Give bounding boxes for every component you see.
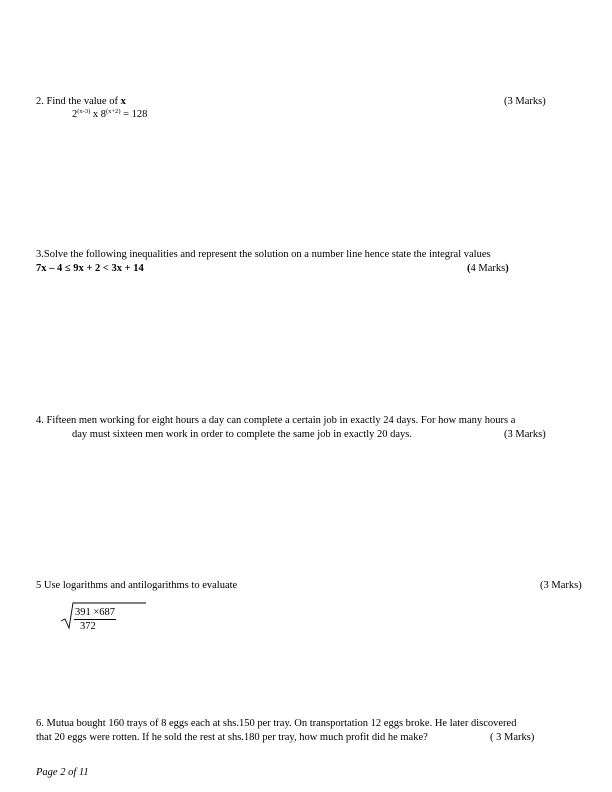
question-4-line-2: day must sixteen men work in order to complete the same job in exactly 20 days.	[72, 429, 412, 440]
question-5-prompt: 5 Use logarithms and antilogarithms to evaluate	[36, 580, 238, 591]
question-2-text: 2. Find the value of	[36, 96, 121, 107]
eq-rhs: = 128	[120, 109, 148, 120]
question-2-variable: x	[120, 96, 126, 107]
eq-base-1: 2	[72, 109, 78, 120]
question-2-marks: (3 Marks)	[504, 96, 546, 107]
question-3-inequality: 7x – 4 ≤ 9x + 2 < 3x + 14	[36, 263, 144, 274]
page-number: Page 2 of 11	[36, 767, 89, 778]
question-4-line-1: 4. Fifteen men working for eight hours a day can complete a certain job in exactly 24 days. For how many hours a	[36, 415, 516, 426]
question-2-prompt	[36, 96, 126, 109]
question-6-line-1: 6. Mutua bought 160 trays of 8 eggs each at shs.150 per tray. On transportation 12 eggs broke. He later discovered	[36, 718, 517, 729]
question-5-marks: (3 Marks)	[540, 580, 582, 591]
question-6-line-2: that 20 eggs were rotten. If he sold the rest at shs.180 per tray, how much profit did he make?	[36, 732, 428, 743]
eq-exponent-2: (x+2)	[106, 108, 121, 115]
eq-times: x 8	[90, 109, 106, 120]
question-3-marks: (4 Marks)	[467, 263, 509, 274]
question-3-prompt: 3.Solve the following inequalities and represent the solution on a number line hence state the integral values	[36, 249, 491, 260]
fraction-numerator: 391 ×687	[75, 607, 116, 618]
question-2-equation	[72, 109, 147, 122]
question-6-marks: ( 3 Marks)	[490, 732, 535, 743]
fraction-denominator: 372	[80, 621, 96, 632]
eq-exponent-1: (x-3)	[77, 108, 91, 115]
question-4-marks: (3 Marks)	[504, 429, 546, 440]
square-root-expression	[60, 601, 150, 631]
